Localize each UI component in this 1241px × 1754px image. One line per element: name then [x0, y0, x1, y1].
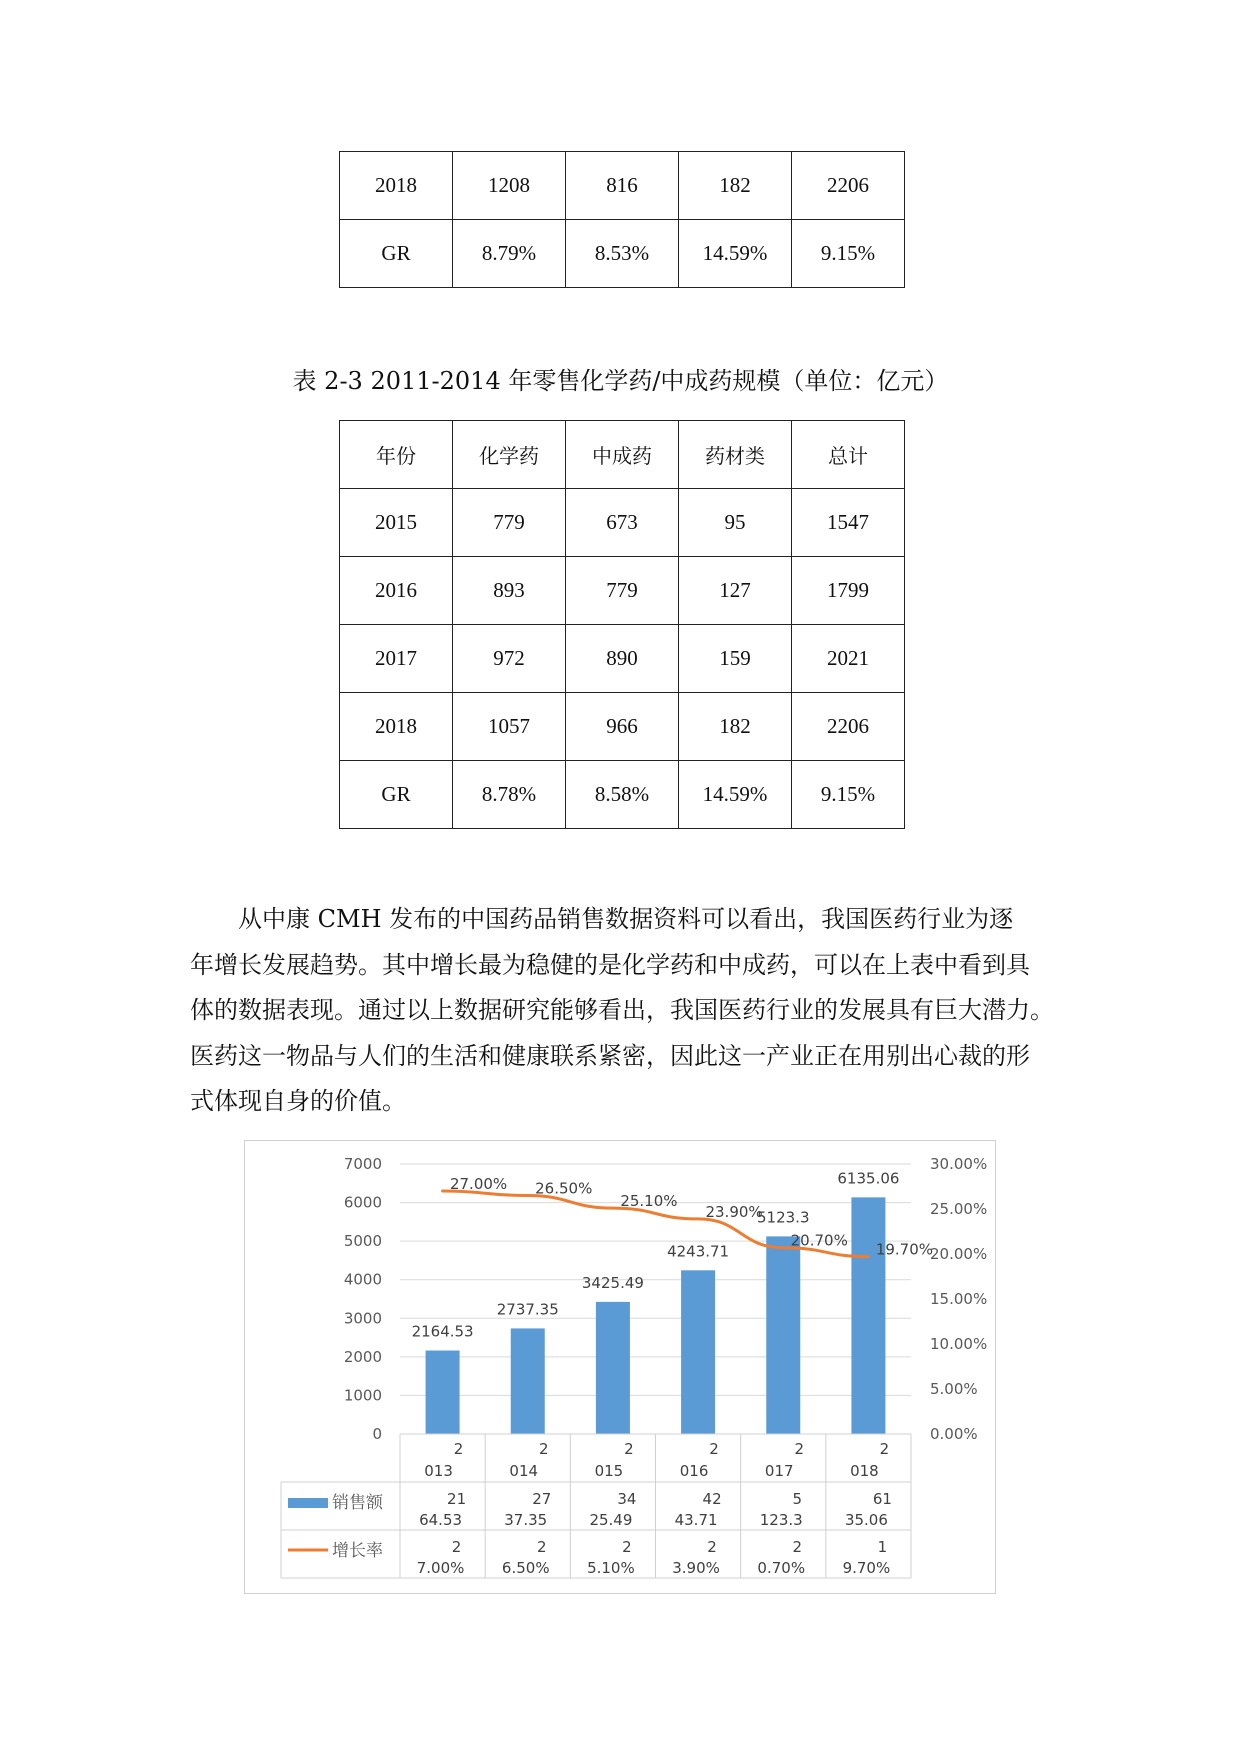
bar-sales-2016 [681, 1270, 715, 1434]
y-left-tick-label: 5000 [343, 1232, 382, 1251]
table2-cell: 1057 [453, 693, 566, 761]
category-label-part: 014 [509, 1462, 539, 1480]
table-value-part: 64.53 [419, 1511, 463, 1529]
table2-cell: 14.59% [679, 761, 792, 829]
category-label-part: 2 [879, 1440, 890, 1458]
table2-cell: 890 [566, 625, 679, 693]
table2-cell: 182 [679, 693, 792, 761]
table1-cell: 8.53% [566, 220, 679, 288]
table-value-part: 5.10% [587, 1559, 635, 1577]
table-value-part: 2 [622, 1538, 632, 1556]
bar-sales-2018 [851, 1197, 885, 1434]
table-retail-drugs [339, 420, 905, 829]
category-label-part: 2 [624, 1440, 634, 1458]
table-caption: 表 2-3 2011-2014 年零售化学药/中成药规模（单位：亿元） [292, 367, 949, 395]
line-data-label: 19.70% [875, 1240, 934, 1259]
table-value-part: 61 [872, 1490, 892, 1508]
table2-header-cell: 药材类 [679, 421, 792, 489]
table2-cell: 159 [679, 625, 792, 693]
table2-cell: 893 [453, 557, 566, 625]
category-label-part: 2 [709, 1440, 719, 1458]
legend-label-sales: 销售额 [332, 1493, 383, 1513]
bar-data-label: 3425.49 [581, 1273, 644, 1292]
table2-cell: 2015 [340, 489, 453, 557]
table2-row [340, 693, 905, 761]
table2-cell: 9.15% [792, 761, 905, 829]
paragraph-line: 年增长发展趋势。其中增长最为稳健的是化学药和中成药，可以在上表中看到具 [190, 950, 1030, 979]
line-data-label: 20.70% [790, 1231, 848, 1250]
table-value-part: 21 [447, 1490, 467, 1508]
table-value-part: 2 [536, 1538, 547, 1556]
table-value-part: 9.70% [842, 1559, 891, 1577]
table-value-part: 2 [792, 1538, 803, 1556]
table2-cell: 127 [679, 557, 792, 625]
y-left-tick-label: 0 [372, 1425, 382, 1443]
table2-row [340, 489, 905, 557]
table2-header-row [340, 421, 905, 489]
table2-cell: 2021 [792, 625, 905, 693]
table-value-part: 3.90% [672, 1559, 720, 1577]
table-value-part: 43.71 [674, 1511, 718, 1529]
table-value-part: 6.50% [501, 1559, 550, 1577]
sales-growth-chart [244, 1140, 996, 1594]
y-right-tick-label: 25.00% [930, 1200, 988, 1218]
line-data-label: 26.50% [535, 1179, 593, 1198]
table2-cell: GR [340, 761, 453, 829]
category-label-part: 017 [764, 1462, 794, 1480]
table-value-part: 1 [877, 1538, 888, 1556]
table-value-part: 37.35 [504, 1511, 548, 1529]
bar-sales-2017 [766, 1236, 800, 1434]
category-label-part: 013 [424, 1462, 453, 1480]
category-label-part: 2 [538, 1440, 549, 1458]
table1-cell: 2206 [792, 152, 905, 220]
table1-row [340, 220, 905, 288]
table2-header-cell: 中成药 [566, 421, 679, 489]
table2-cell: 673 [566, 489, 679, 557]
table2-cell: 8.58% [566, 761, 679, 829]
category-label-part: 016 [679, 1462, 709, 1480]
table2-cell: 2018 [340, 693, 453, 761]
y-left-tick-label: 4000 [343, 1270, 382, 1289]
table2-cell: 779 [453, 489, 566, 557]
table-value-part: 42 [702, 1490, 722, 1508]
y-right-tick-label: 5.00% [930, 1380, 978, 1398]
table-value-part: 2 [707, 1538, 717, 1556]
table2-cell: 1547 [792, 489, 905, 557]
table2-row [340, 761, 905, 829]
table1-cell: 2018 [340, 152, 453, 220]
y-right-tick-label: 30.00% [930, 1155, 988, 1173]
table-gr-2018 [339, 151, 905, 288]
y-right-tick-label: 10.00% [930, 1335, 988, 1353]
table2-cell: 779 [566, 557, 679, 625]
table1-cell: GR [340, 220, 453, 288]
y-left-tick-label: 3000 [343, 1309, 382, 1328]
paragraph-line: 体的数据表现。通过以上数据研究能够看出，我国医药行业的发展具有巨大潜力。 [190, 996, 1054, 1024]
table2-cell: 2206 [792, 693, 905, 761]
y-left-tick-label: 2000 [343, 1347, 382, 1366]
bar-data-label: 5123.3 [757, 1208, 810, 1227]
table2-row [340, 557, 905, 625]
table-value-part: 123.3 [759, 1511, 803, 1529]
y-left-tick-label: 1000 [343, 1386, 382, 1405]
y-right-tick-label: 15.00% [930, 1290, 988, 1308]
table2-cell: 95 [679, 489, 792, 557]
table-value-part: 2 [451, 1538, 462, 1556]
table-value-part: 5 [792, 1490, 803, 1508]
table1-cell: 1208 [453, 152, 566, 220]
table1-cell: 14.59% [679, 220, 792, 288]
category-label-part: 018 [850, 1462, 879, 1480]
legend-key-sales [288, 1498, 328, 1508]
table2-header-cell: 年份 [340, 421, 453, 489]
bar-data-label: 2737.35 [496, 1300, 559, 1319]
table1-cell: 9.15% [792, 220, 905, 288]
table2-cell: 2016 [340, 557, 453, 625]
bar-data-label: 2164.53 [411, 1322, 474, 1341]
paragraph-line: 式体现自身的价值。 [190, 1087, 406, 1115]
bar-data-label: 4243.71 [667, 1242, 730, 1261]
table2-header-cell: 化学药 [453, 421, 566, 489]
table2-cell: 1799 [792, 557, 905, 625]
table-value-part: 27 [532, 1490, 552, 1508]
table2-cell: 8.78% [453, 761, 566, 829]
y-right-tick-label: 0.00% [930, 1425, 978, 1443]
table1-cell: 182 [679, 152, 792, 220]
y-right-tick-label: 20.00% [930, 1245, 988, 1263]
table1-row [340, 152, 905, 220]
paragraph-line: 从中康 CMH 发布的中国药品销售数据资料可以看出，我国医药行业为逐 [190, 905, 1014, 933]
table-value-part: 0.70% [757, 1559, 806, 1577]
bar-sales-2013 [426, 1351, 460, 1434]
bar-data-label: 6135.06 [837, 1169, 900, 1188]
category-label-part: 2 [794, 1440, 805, 1458]
paragraph-line: 医药这一物品与人们的生活和健康联系紧密，因此这一产业正在用别出心裁的形 [190, 1041, 1030, 1070]
table-value-part: 25.49 [589, 1511, 633, 1529]
y-left-tick-label: 6000 [343, 1193, 382, 1212]
table1-cell: 816 [566, 152, 679, 220]
bar-sales-2014 [511, 1328, 545, 1434]
body-paragraph [190, 897, 1056, 1125]
line-data-label: 25.10% [620, 1192, 678, 1211]
legend-label-growth: 增长率 [332, 1541, 383, 1561]
category-label-part: 2 [453, 1440, 464, 1458]
table2-cell: 966 [566, 693, 679, 761]
y-left-tick-label: 7000 [343, 1155, 382, 1173]
table2-cell: 2017 [340, 625, 453, 693]
table-value-part: 35.06 [844, 1511, 888, 1529]
table2-row [340, 625, 905, 693]
table2-cell: 972 [453, 625, 566, 693]
table-value-part: 34 [617, 1490, 637, 1508]
table2-header-cell: 总计 [792, 421, 905, 489]
bar-sales-2015 [596, 1302, 630, 1434]
line-data-label: 27.00% [449, 1175, 508, 1193]
table-value-part: 7.00% [416, 1559, 465, 1577]
line-data-label: 23.90% [705, 1202, 763, 1221]
table1-cell: 8.79% [453, 220, 566, 288]
category-label-part: 015 [594, 1462, 624, 1480]
